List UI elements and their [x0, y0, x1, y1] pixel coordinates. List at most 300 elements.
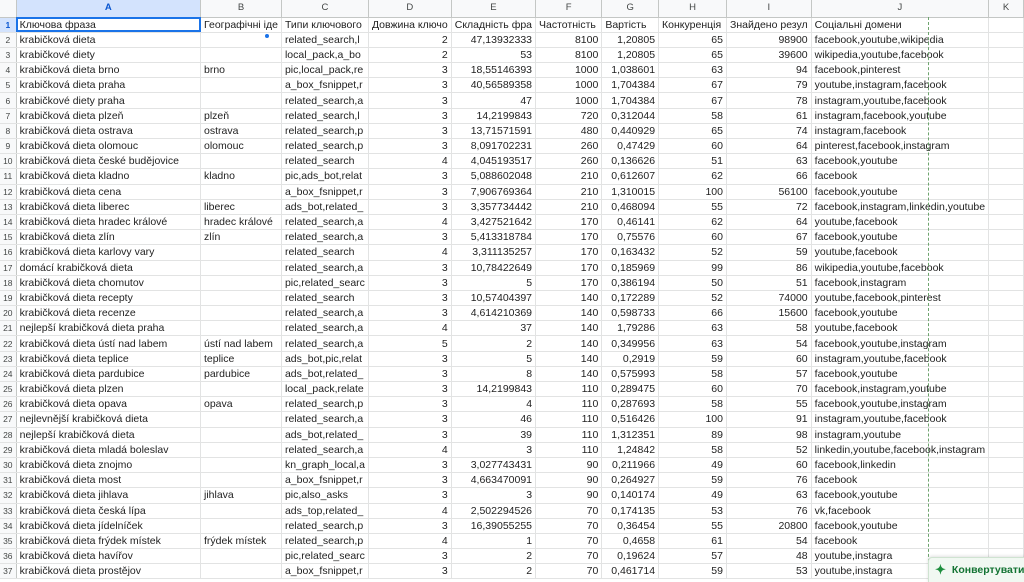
table-cell[interactable]: 3 [368, 123, 451, 138]
table-cell[interactable]: 98900 [726, 32, 811, 47]
row-number[interactable]: 19 [0, 290, 16, 305]
table-cell[interactable]: krabičková dieta znojmo [16, 457, 200, 472]
row-number[interactable]: 27 [0, 412, 16, 427]
table-cell[interactable]: related_search,a [281, 412, 368, 427]
table-cell[interactable] [989, 32, 1024, 47]
table-cell[interactable]: 2 [451, 336, 535, 351]
table-cell[interactable] [989, 230, 1024, 245]
table-cell[interactable]: 4 [368, 214, 451, 229]
table-cell[interactable]: linkedin,youtube,facebook,instagram [811, 442, 988, 457]
table-cell[interactable]: plzeň [201, 108, 282, 123]
table-cell[interactable]: 91 [726, 412, 811, 427]
table-cell[interactable]: 76 [726, 473, 811, 488]
table-cell[interactable] [201, 47, 282, 62]
row-number[interactable]: 17 [0, 260, 16, 275]
row-number[interactable]: 16 [0, 245, 16, 260]
table-cell[interactable]: 480 [536, 123, 602, 138]
table-cell[interactable]: ads_bot,related_ [281, 199, 368, 214]
row-number[interactable]: 6 [0, 93, 16, 108]
table-cell[interactable]: 60 [659, 230, 727, 245]
table-cell[interactable]: 74000 [726, 290, 811, 305]
table-cell[interactable]: krabičkové diety [16, 47, 200, 62]
table-cell[interactable]: 2,502294526 [451, 503, 535, 518]
table-cell[interactable]: 210 [536, 184, 602, 199]
table-cell[interactable]: 1,20805 [602, 32, 659, 47]
row-number[interactable]: 33 [0, 503, 16, 518]
table-cell[interactable]: a_box_fsnippet,r [281, 473, 368, 488]
table-cell[interactable]: teplice [201, 351, 282, 366]
table-cell[interactable]: pardubice [201, 366, 282, 381]
table-cell[interactable]: 1,310015 [602, 184, 659, 199]
table-cell[interactable]: kn_graph_local,a [281, 457, 368, 472]
table-cell[interactable]: 140 [536, 336, 602, 351]
table-cell[interactable]: a_box_fsnippet,r [281, 184, 368, 199]
table-cell[interactable]: 70 [536, 518, 602, 533]
table-cell[interactable]: krabičková dieta [16, 32, 200, 47]
table-cell[interactable]: 3 [368, 184, 451, 199]
table-cell[interactable]: 13,71571591 [451, 123, 535, 138]
table-cell[interactable]: pic,also_asks [281, 488, 368, 503]
table-cell[interactable]: krabičková dieta ostrava [16, 123, 200, 138]
table-cell[interactable] [989, 214, 1024, 229]
table-cell[interactable]: 210 [536, 169, 602, 184]
row-number[interactable]: 25 [0, 382, 16, 397]
table-cell[interactable] [201, 473, 282, 488]
table-cell[interactable]: 0,468094 [602, 199, 659, 214]
row-number[interactable]: 4 [0, 63, 16, 78]
row-number[interactable]: 3 [0, 47, 16, 62]
table-cell[interactable]: 0,2919 [602, 351, 659, 366]
table-cell[interactable]: 72 [726, 199, 811, 214]
table-cell[interactable]: 110 [536, 427, 602, 442]
table-cell[interactable]: krabičková dieta ústí nad labem [16, 336, 200, 351]
table-cell[interactable] [989, 306, 1024, 321]
table-cell[interactable]: 0,264927 [602, 473, 659, 488]
table-cell[interactable]: 3 [368, 306, 451, 321]
table-cell[interactable]: 3 [368, 564, 451, 579]
table-cell[interactable] [989, 245, 1024, 260]
table-cell[interactable]: 10,78422649 [451, 260, 535, 275]
column-header-k[interactable]: K [989, 0, 1024, 17]
table-cell[interactable]: krabičková dieta teplice [16, 351, 200, 366]
table-cell[interactable]: 47,13932333 [451, 32, 535, 47]
table-cell[interactable]: 170 [536, 230, 602, 245]
table-cell[interactable]: related_search,a [281, 260, 368, 275]
table-cell[interactable]: related_search,a [281, 321, 368, 336]
table-cell[interactable]: 2 [451, 549, 535, 564]
table-cell[interactable]: 14,2199843 [451, 382, 535, 397]
table-cell[interactable]: instagram,facebook,youtube [811, 108, 988, 123]
table-cell[interactable]: facebook [811, 533, 988, 548]
table-cell[interactable]: local_pack,relate [281, 382, 368, 397]
table-cell[interactable]: ads_bot,pic,relat [281, 351, 368, 366]
column-header-a[interactable]: A [16, 0, 200, 17]
table-cell[interactable]: related_search,a [281, 442, 368, 457]
table-cell[interactable]: 90 [536, 457, 602, 472]
table-cell[interactable]: 0,172289 [602, 290, 659, 305]
table-cell[interactable]: 3 [368, 427, 451, 442]
table-cell[interactable]: krabičková dieta prostějov [16, 564, 200, 579]
header-cell[interactable]: Знайдено резул [726, 17, 811, 32]
column-header-g[interactable]: G [602, 0, 659, 17]
table-cell[interactable]: brno [201, 63, 282, 78]
table-cell[interactable]: 3 [368, 63, 451, 78]
table-cell[interactable]: related_search,p [281, 139, 368, 154]
table-cell[interactable]: 2 [368, 32, 451, 47]
table-cell[interactable]: 8,091702231 [451, 139, 535, 154]
table-cell[interactable]: 49 [659, 488, 727, 503]
selection-fill-handle[interactable] [264, 33, 270, 39]
table-cell[interactable]: instagram,youtube,facebook [811, 93, 988, 108]
table-cell[interactable]: youtube,instagra [811, 549, 988, 564]
table-cell[interactable]: 1,20805 [602, 47, 659, 62]
table-cell[interactable]: pinterest,facebook,instagram [811, 139, 988, 154]
table-cell[interactable] [989, 78, 1024, 93]
table-cell[interactable]: 61 [726, 108, 811, 123]
table-cell[interactable] [989, 473, 1024, 488]
table-cell[interactable]: zlín [201, 230, 282, 245]
table-cell[interactable]: 0,516426 [602, 412, 659, 427]
table-cell[interactable]: 66 [659, 306, 727, 321]
table-cell[interactable] [201, 260, 282, 275]
table-cell[interactable]: 1,038601 [602, 63, 659, 78]
column-header-h[interactable]: H [659, 0, 727, 17]
table-cell[interactable]: 78 [726, 93, 811, 108]
table-cell[interactable]: 170 [536, 260, 602, 275]
table-cell[interactable]: 4 [368, 245, 451, 260]
table-cell[interactable]: 79 [726, 78, 811, 93]
table-cell[interactable]: 20800 [726, 518, 811, 533]
header-cell[interactable]: Типи ключового [281, 17, 368, 32]
table-cell[interactable]: krabičková dieta pardubice [16, 366, 200, 381]
table-cell[interactable]: 60 [659, 382, 727, 397]
table-cell[interactable] [989, 382, 1024, 397]
table-cell[interactable]: krabičková dieta olomouc [16, 139, 200, 154]
table-cell[interactable]: krabičková dieta praha [16, 78, 200, 93]
table-cell[interactable]: facebook,youtube,wikipedia [811, 32, 988, 47]
table-cell[interactable]: krabičková dieta havířov [16, 549, 200, 564]
table-cell[interactable]: 140 [536, 351, 602, 366]
table-cell[interactable]: related_search,p [281, 518, 368, 533]
table-cell[interactable]: facebook,youtube [811, 366, 988, 381]
row-number[interactable]: 13 [0, 199, 16, 214]
table-cell[interactable]: related_search,p [281, 123, 368, 138]
table-cell[interactable] [201, 549, 282, 564]
table-cell[interactable] [989, 154, 1024, 169]
table-cell[interactable]: 2 [368, 47, 451, 62]
column-header-c[interactable]: C [281, 0, 368, 17]
row-number[interactable]: 37 [0, 564, 16, 579]
table-cell[interactable] [989, 442, 1024, 457]
row-number[interactable]: 15 [0, 230, 16, 245]
table-cell[interactable]: wikipedia,youtube,facebook [811, 260, 988, 275]
header-cell[interactable]: Конкуренція [659, 17, 727, 32]
table-cell[interactable]: 54 [726, 336, 811, 351]
table-cell[interactable] [989, 503, 1024, 518]
table-cell[interactable]: 1000 [536, 78, 602, 93]
table-cell[interactable]: 4,663470091 [451, 473, 535, 488]
table-cell[interactable]: 3 [368, 457, 451, 472]
table-cell[interactable]: nejlevnější krabičková dieta [16, 412, 200, 427]
table-cell[interactable]: 65 [659, 123, 727, 138]
table-cell[interactable]: krabičková dieta most [16, 473, 200, 488]
table-cell[interactable]: 3 [451, 442, 535, 457]
row-number[interactable]: 10 [0, 154, 16, 169]
table-cell[interactable]: related_search,p [281, 533, 368, 548]
table-cell[interactable]: 3,357734442 [451, 199, 535, 214]
table-cell[interactable]: 3 [368, 366, 451, 381]
table-cell[interactable]: pic,local_pack,re [281, 63, 368, 78]
table-cell[interactable]: 64 [726, 214, 811, 229]
table-cell[interactable]: 140 [536, 306, 602, 321]
row-number[interactable]: 2 [0, 32, 16, 47]
header-cell[interactable]: Частотність [536, 17, 602, 32]
table-cell[interactable] [201, 382, 282, 397]
row-number[interactable]: 30 [0, 457, 16, 472]
table-cell[interactable]: 3,027743431 [451, 457, 535, 472]
column-header-f[interactable]: F [536, 0, 602, 17]
table-cell[interactable]: 98 [726, 427, 811, 442]
convert-button[interactable] [928, 557, 1024, 582]
table-cell[interactable]: facebook,youtube [811, 306, 988, 321]
table-cell[interactable]: 63 [659, 321, 727, 336]
table-cell[interactable]: related_search,a [281, 214, 368, 229]
table-cell[interactable]: 1000 [536, 63, 602, 78]
table-cell[interactable]: 3 [368, 230, 451, 245]
table-cell[interactable]: youtube,instagra [811, 564, 988, 579]
table-cell[interactable]: 70 [536, 549, 602, 564]
table-cell[interactable]: 0,575993 [602, 366, 659, 381]
table-cell[interactable] [989, 412, 1024, 427]
table-cell[interactable]: 210 [536, 199, 602, 214]
column-header-e[interactable]: E [451, 0, 535, 17]
table-cell[interactable]: 100 [659, 184, 727, 199]
table-cell[interactable]: 56100 [726, 184, 811, 199]
table-cell[interactable]: 3,427521642 [451, 214, 535, 229]
table-cell[interactable]: ústí nad labem [201, 336, 282, 351]
table-cell[interactable]: ostrava [201, 123, 282, 138]
table-cell[interactable]: 5,413318784 [451, 230, 535, 245]
table-cell[interactable]: 90 [536, 473, 602, 488]
table-cell[interactable]: 10,57404397 [451, 290, 535, 305]
table-cell[interactable]: 1,704384 [602, 93, 659, 108]
table-cell[interactable] [989, 427, 1024, 442]
table-cell[interactable]: 1,79286 [602, 321, 659, 336]
table-cell[interactable]: 52 [659, 245, 727, 260]
table-cell[interactable]: 3 [368, 139, 451, 154]
row-number[interactable]: 20 [0, 306, 16, 321]
table-cell[interactable]: 3 [368, 169, 451, 184]
table-cell[interactable]: 4,045193517 [451, 154, 535, 169]
table-cell[interactable]: related_search,a [281, 230, 368, 245]
table-cell[interactable]: 5 [451, 275, 535, 290]
table-cell[interactable]: krabičková dieta opava [16, 397, 200, 412]
table-cell[interactable]: 3 [368, 518, 451, 533]
table-cell[interactable]: 0,47429 [602, 139, 659, 154]
table-cell[interactable]: instagram,youtube,facebook [811, 351, 988, 366]
table-cell[interactable]: 70 [536, 533, 602, 548]
table-cell[interactable] [989, 47, 1024, 62]
table-cell[interactable]: facebook,youtube [811, 184, 988, 199]
table-cell[interactable]: 4 [368, 503, 451, 518]
table-cell[interactable]: krabičkové diety praha [16, 93, 200, 108]
table-cell[interactable]: 57 [659, 549, 727, 564]
table-cell[interactable]: youtube,facebook [811, 321, 988, 336]
table-cell[interactable]: 67 [726, 230, 811, 245]
table-cell[interactable] [989, 336, 1024, 351]
table-cell[interactable]: krabičková dieta české budějovice [16, 154, 200, 169]
table-cell[interactable]: 1,312351 [602, 427, 659, 442]
table-cell[interactable]: 170 [536, 275, 602, 290]
table-cell[interactable]: facebook,linkedin [811, 457, 988, 472]
table-cell[interactable]: 3 [368, 382, 451, 397]
table-cell[interactable]: 260 [536, 154, 602, 169]
table-cell[interactable]: 3 [368, 275, 451, 290]
table-cell[interactable]: 0,163432 [602, 245, 659, 260]
table-cell[interactable]: youtube,facebook [811, 245, 988, 260]
table-cell[interactable]: 0,598733 [602, 306, 659, 321]
table-cell[interactable]: 74 [726, 123, 811, 138]
table-cell[interactable]: facebook,instagram,youtube [811, 382, 988, 397]
row-number[interactable]: 14 [0, 214, 16, 229]
table-cell[interactable]: liberec [201, 199, 282, 214]
table-cell[interactable]: 49 [659, 457, 727, 472]
table-cell[interactable]: 66 [726, 169, 811, 184]
table-cell[interactable]: 53 [659, 503, 727, 518]
table-cell[interactable] [201, 78, 282, 93]
table-cell[interactable]: krabičková dieta plzen [16, 382, 200, 397]
table-cell[interactable]: 18,55146393 [451, 63, 535, 78]
table-cell[interactable]: 52 [659, 290, 727, 305]
table-cell[interactable]: krabičková dieta jídelníček [16, 518, 200, 533]
table-cell[interactable]: 37 [451, 321, 535, 336]
table-cell[interactable]: 51 [659, 154, 727, 169]
table-cell[interactable]: 55 [659, 518, 727, 533]
table-cell[interactable]: 3 [451, 488, 535, 503]
table-cell[interactable] [989, 321, 1024, 336]
table-cell[interactable]: 3 [368, 78, 451, 93]
table-cell[interactable]: facebook,youtube,instagram [811, 397, 988, 412]
table-cell[interactable]: 62 [659, 169, 727, 184]
table-cell[interactable]: 58 [659, 397, 727, 412]
table-cell[interactable]: 70 [536, 564, 602, 579]
row-number[interactable]: 24 [0, 366, 16, 381]
table-cell[interactable] [201, 275, 282, 290]
table-cell[interactable]: 60 [726, 351, 811, 366]
table-cell[interactable]: 15600 [726, 306, 811, 321]
row-number[interactable]: 12 [0, 184, 16, 199]
table-cell[interactable]: krabičková dieta cena [16, 184, 200, 199]
header-cell[interactable]: Довжина ключо [368, 17, 451, 32]
table-cell[interactable]: pic,related_searc [281, 275, 368, 290]
table-cell[interactable]: ads_bot,related_ [281, 427, 368, 442]
table-cell[interactable]: kladno [201, 169, 282, 184]
table-cell[interactable] [201, 427, 282, 442]
row-number[interactable]: 1 [0, 17, 16, 32]
table-cell[interactable]: 260 [536, 139, 602, 154]
table-cell[interactable]: facebook,instagram,linkedin,youtube [811, 199, 988, 214]
table-cell[interactable]: 1 [451, 533, 535, 548]
table-cell[interactable]: 140 [536, 366, 602, 381]
table-cell[interactable]: krabičková dieta liberec [16, 199, 200, 214]
table-cell[interactable]: 0,75576 [602, 230, 659, 245]
table-cell[interactable]: 59 [659, 564, 727, 579]
table-cell[interactable]: pic,related_searc [281, 549, 368, 564]
table-cell[interactable]: krabičková dieta hradec králové [16, 214, 200, 229]
table-cell[interactable]: 5 [368, 336, 451, 351]
table-cell[interactable]: 1,24842 [602, 442, 659, 457]
row-number[interactable]: 21 [0, 321, 16, 336]
table-cell[interactable]: domácí krabičková dieta [16, 260, 200, 275]
table-cell[interactable]: facebook [811, 169, 988, 184]
table-cell[interactable]: krabičková dieta česká lípa [16, 503, 200, 518]
table-cell[interactable]: krabičková dieta plzeň [16, 108, 200, 123]
table-cell[interactable]: 40,56589358 [451, 78, 535, 93]
table-cell[interactable]: 50 [659, 275, 727, 290]
table-cell[interactable]: 63 [659, 336, 727, 351]
row-number[interactable]: 32 [0, 488, 16, 503]
table-cell[interactable]: 57 [726, 366, 811, 381]
table-cell[interactable]: 58 [659, 366, 727, 381]
table-cell[interactable]: krabičková dieta karlovy vary [16, 245, 200, 260]
table-cell[interactable]: 0,440929 [602, 123, 659, 138]
table-cell[interactable]: 4 [368, 321, 451, 336]
header-cell[interactable]: Ключова фраза [16, 17, 200, 32]
table-cell[interactable]: 61 [659, 533, 727, 548]
header-cell[interactable]: Складність фра [451, 17, 535, 32]
table-cell[interactable]: 0,19624 [602, 549, 659, 564]
row-number[interactable]: 28 [0, 427, 16, 442]
table-cell[interactable]: related_search,l [281, 108, 368, 123]
table-cell[interactable]: 53 [451, 47, 535, 62]
table-cell[interactable]: 86 [726, 260, 811, 275]
row-number[interactable]: 35 [0, 533, 16, 548]
table-cell[interactable]: 3 [368, 488, 451, 503]
table-cell[interactable]: 4,614210369 [451, 306, 535, 321]
table-cell[interactable]: 8 [451, 366, 535, 381]
table-cell[interactable] [201, 93, 282, 108]
table-cell[interactable]: 140 [536, 321, 602, 336]
table-cell[interactable] [989, 184, 1024, 199]
table-cell[interactable]: 99 [659, 260, 727, 275]
table-cell[interactable]: youtube,facebook,pinterest [811, 290, 988, 305]
table-cell[interactable]: 4 [368, 442, 451, 457]
table-cell[interactable]: olomouc [201, 139, 282, 154]
table-cell[interactable]: 0,136626 [602, 154, 659, 169]
table-cell[interactable]: 58 [659, 442, 727, 457]
table-cell[interactable]: 62 [659, 214, 727, 229]
table-cell[interactable]: 0,289475 [602, 382, 659, 397]
table-cell[interactable]: 94 [726, 63, 811, 78]
table-cell[interactable]: related_search [281, 154, 368, 169]
table-cell[interactable] [989, 533, 1024, 548]
table-cell[interactable]: opava [201, 397, 282, 412]
table-cell[interactable]: 54 [726, 533, 811, 548]
table-cell[interactable]: 720 [536, 108, 602, 123]
table-cell[interactable]: 16,39055255 [451, 518, 535, 533]
table-cell[interactable]: krabičková dieta recenze [16, 306, 200, 321]
table-cell[interactable]: facebook,youtube [811, 230, 988, 245]
table-cell[interactable] [989, 108, 1024, 123]
row-number[interactable]: 26 [0, 397, 16, 412]
table-cell[interactable]: wikipedia,youtube,facebook [811, 47, 988, 62]
table-cell[interactable]: 65 [659, 47, 727, 62]
table-cell[interactable]: 48 [726, 549, 811, 564]
table-cell[interactable] [989, 397, 1024, 412]
column-header-d[interactable]: D [368, 0, 451, 17]
table-cell[interactable] [989, 457, 1024, 472]
table-cell[interactable]: 5,088602048 [451, 169, 535, 184]
